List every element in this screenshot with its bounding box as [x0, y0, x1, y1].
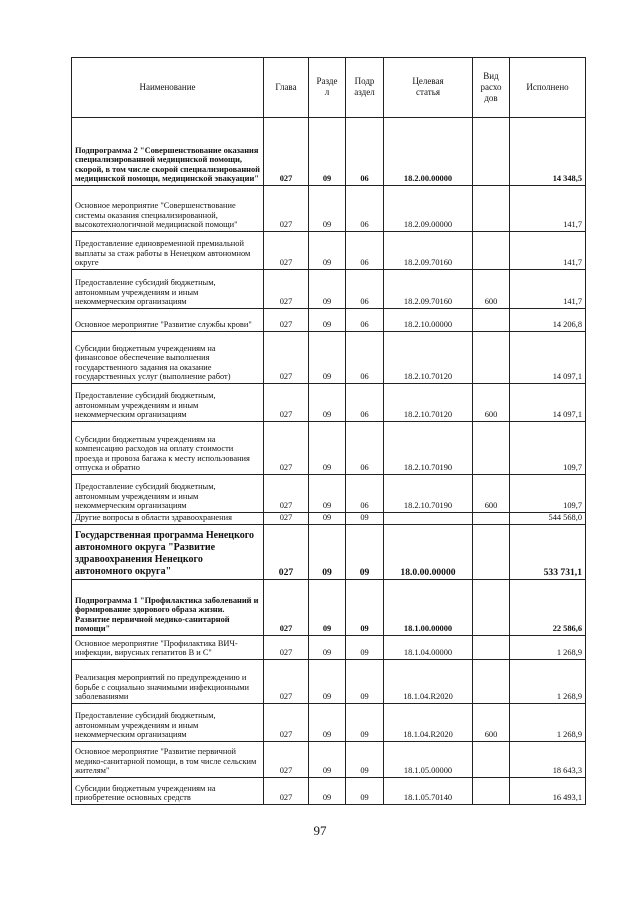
row-expense-type [473, 580, 510, 636]
table-row [72, 309, 586, 332]
row-expense-type: 600 [473, 704, 510, 742]
row-section: 09 [309, 232, 346, 270]
table-row [72, 332, 586, 384]
row-target: 18.1.00.00000 [384, 580, 473, 636]
row-name: Государственная программа Ненецкого автономного округа "Развитие здравоохранения Ненецкого автономного округа" [72, 525, 264, 580]
row-subsection: 09 [346, 704, 384, 742]
row-section: 09 [309, 118, 346, 186]
table-row [72, 660, 586, 704]
row-target [384, 513, 473, 525]
page-number: 97 [313, 823, 327, 838]
row-chapter: 027 [264, 778, 309, 805]
row-subsection: 09 [346, 660, 384, 704]
row-expense-type [473, 422, 510, 475]
table-row [72, 525, 586, 580]
row-name: Предоставление единовременной премиальной выплаты за стаж работы в Ненецком автономном округе [72, 232, 264, 270]
table-row [72, 580, 586, 636]
table-row [72, 636, 586, 660]
row-amount: 14 097,1 [510, 384, 586, 422]
row-expense-type [473, 525, 510, 580]
row-section: 09 [309, 384, 346, 422]
budget-table [71, 57, 586, 805]
row-subsection: 06 [346, 475, 384, 513]
row-chapter: 027 [264, 309, 309, 332]
row-subsection: 06 [346, 232, 384, 270]
row-section: 09 [309, 636, 346, 660]
row-target: 18.2.10.00000 [384, 309, 473, 332]
row-section: 09 [309, 660, 346, 704]
row-name: Подпрограмма 1 "Профилактика заболеваний и формирование здорового образа жизни. Развитие первичной медико-санитарной помощи" [72, 580, 264, 636]
row-target: 18.2.09.70160 [384, 232, 473, 270]
table-row [72, 186, 586, 232]
row-subsection: 06 [346, 186, 384, 232]
row-subsection: 09 [346, 513, 384, 525]
table-row [72, 742, 586, 778]
row-chapter: 027 [264, 232, 309, 270]
row-amount: 533 731,1 [510, 525, 586, 580]
row-target: 18.1.05.70140 [384, 778, 473, 805]
row-section: 09 [309, 270, 346, 309]
row-amount: 1 268,9 [510, 704, 586, 742]
row-amount: 544 568,0 [510, 513, 586, 525]
row-expense-type: 600 [473, 384, 510, 422]
row-expense-type [473, 232, 510, 270]
row-amount: 1 268,9 [510, 660, 586, 704]
table-row [72, 475, 586, 513]
row-chapter: 027 [264, 270, 309, 309]
table-row [72, 422, 586, 475]
row-expense-type [473, 332, 510, 384]
row-name: Предоставление субсидий бюджетным, автономным учреждениям и иным некоммерческим организациям [72, 475, 264, 513]
row-section: 09 [309, 525, 346, 580]
row-section: 09 [309, 513, 346, 525]
row-section: 09 [309, 704, 346, 742]
row-chapter: 027 [264, 704, 309, 742]
row-chapter: 027 [264, 580, 309, 636]
row-target: 18.1.04.R2020 [384, 704, 473, 742]
row-subsection: 06 [346, 118, 384, 186]
row-chapter: 027 [264, 118, 309, 186]
row-chapter: 027 [264, 525, 309, 580]
row-amount: 14 348,5 [510, 118, 586, 186]
table-row [72, 384, 586, 422]
row-subsection: 06 [346, 309, 384, 332]
row-name: Предоставление субсидий бюджетным, автономным учреждениям и иным некоммерческим организациям [72, 704, 264, 742]
col-header-section: Разде л [309, 58, 346, 118]
row-amount: 1 268,9 [510, 636, 586, 660]
col-header-executed: Исполнено [510, 58, 586, 118]
row-target: 18.2.09.00000 [384, 186, 473, 232]
row-name: Основное мероприятие "Развитие первичной медико-санитарной помощи, в том числе сельским жителям" [72, 742, 264, 778]
row-expense-type [473, 636, 510, 660]
row-expense-type [473, 186, 510, 232]
row-subsection: 06 [346, 332, 384, 384]
row-name: Предоставление субсидий бюджетным, автономным учреждениям и иным некоммерческим организациям [72, 384, 264, 422]
row-subsection: 09 [346, 580, 384, 636]
row-chapter: 027 [264, 384, 309, 422]
row-amount: 16 493,1 [510, 778, 586, 805]
row-subsection: 09 [346, 525, 384, 580]
row-section: 09 [309, 778, 346, 805]
row-amount: 141,7 [510, 186, 586, 232]
row-expense-type [473, 118, 510, 186]
row-expense-type: 600 [473, 270, 510, 309]
row-name: Другие вопросы в области здравоохранения [72, 513, 264, 525]
row-name: Основное мероприятие "Профилактика ВИЧ-инфекции, вирусных гепатитов В и С" [72, 636, 264, 660]
row-amount: 14 097,1 [510, 332, 586, 384]
row-amount: 14 206,8 [510, 309, 586, 332]
table-row [72, 270, 586, 309]
col-header-expense-type: Вид расхо дов [473, 58, 510, 118]
table-header-row [72, 58, 586, 118]
row-target: 18.2.10.70120 [384, 332, 473, 384]
row-name: Субсидии бюджетным учреждениям на приобретение основных средств [72, 778, 264, 805]
table-body [72, 118, 586, 805]
row-subsection: 09 [346, 778, 384, 805]
row-name: Основное мероприятие "Совершенствование системы оказания специализированной, высокотехнологичной медицинской помощи" [72, 186, 264, 232]
table-row [72, 513, 586, 525]
row-target: 18.2.09.70160 [384, 270, 473, 309]
row-target: 18.1.04.00000 [384, 636, 473, 660]
row-chapter: 027 [264, 513, 309, 525]
row-name: Подпрограмма 2 "Совершенствование оказания специализированной медицинской помощи, скорой, в том числе скорой специализированной медицинской помощи, медицинской эвакуации" [72, 118, 264, 186]
row-expense-type [473, 513, 510, 525]
row-section: 09 [309, 742, 346, 778]
row-subsection: 06 [346, 422, 384, 475]
row-amount: 141,7 [510, 232, 586, 270]
row-name: Реализация мероприятий по предупреждению и борьбе с социально значимыми инфекционными заболеваниями [72, 660, 264, 704]
row-name: Основное мероприятие "Развитие службы крови" [72, 309, 264, 332]
row-amount: 18 643,3 [510, 742, 586, 778]
row-expense-type [473, 309, 510, 332]
row-section: 09 [309, 422, 346, 475]
row-chapter: 027 [264, 186, 309, 232]
table-row [72, 118, 586, 186]
row-target: 18.1.04.R2020 [384, 660, 473, 704]
row-name: Субсидии бюджетным учреждениям на финансовое обеспечение выполнения государственного задания на оказание государственных услуг (выполнение работ) [72, 332, 264, 384]
row-chapter: 027 [264, 636, 309, 660]
row-target: 18.2.10.70190 [384, 422, 473, 475]
row-target: 18.2.00.00000 [384, 118, 473, 186]
table-row [72, 232, 586, 270]
row-amount: 109,7 [510, 422, 586, 475]
row-subsection: 09 [346, 742, 384, 778]
row-chapter: 027 [264, 475, 309, 513]
row-expense-type [473, 742, 510, 778]
row-amount: 22 586,6 [510, 580, 586, 636]
col-header-name: Наименование [72, 58, 264, 118]
row-target: 18.2.10.70120 [384, 384, 473, 422]
row-expense-type [473, 778, 510, 805]
row-section: 09 [309, 186, 346, 232]
row-target: 18.2.10.70190 [384, 475, 473, 513]
row-amount: 109,7 [510, 475, 586, 513]
col-header-target: Целевая статья [384, 58, 473, 118]
row-subsection: 09 [346, 636, 384, 660]
row-chapter: 027 [264, 660, 309, 704]
col-header-subsection: Подр аздел [346, 58, 384, 118]
row-amount: 141,7 [510, 270, 586, 309]
row-name: Субсидии бюджетным учреждениям на компенсацию расходов на оплату стоимости проезда и провоза багажа к месту использования отпуска и обратно [72, 422, 264, 475]
row-section: 09 [309, 580, 346, 636]
row-expense-type [473, 660, 510, 704]
row-section: 09 [309, 332, 346, 384]
row-section: 09 [309, 309, 346, 332]
table-row [72, 704, 586, 742]
row-chapter: 027 [264, 422, 309, 475]
row-name: Предоставление субсидий бюджетным, автономным учреждениям и иным некоммерческим организациям [72, 270, 264, 309]
row-target: 18.1.05.00000 [384, 742, 473, 778]
col-header-chapter: Глава [264, 58, 309, 118]
row-section: 09 [309, 475, 346, 513]
row-expense-type: 600 [473, 475, 510, 513]
row-subsection: 06 [346, 270, 384, 309]
row-subsection: 06 [346, 384, 384, 422]
row-chapter: 027 [264, 332, 309, 384]
table-row [72, 778, 586, 805]
row-chapter: 027 [264, 742, 309, 778]
row-target: 18.0.00.00000 [384, 525, 473, 580]
